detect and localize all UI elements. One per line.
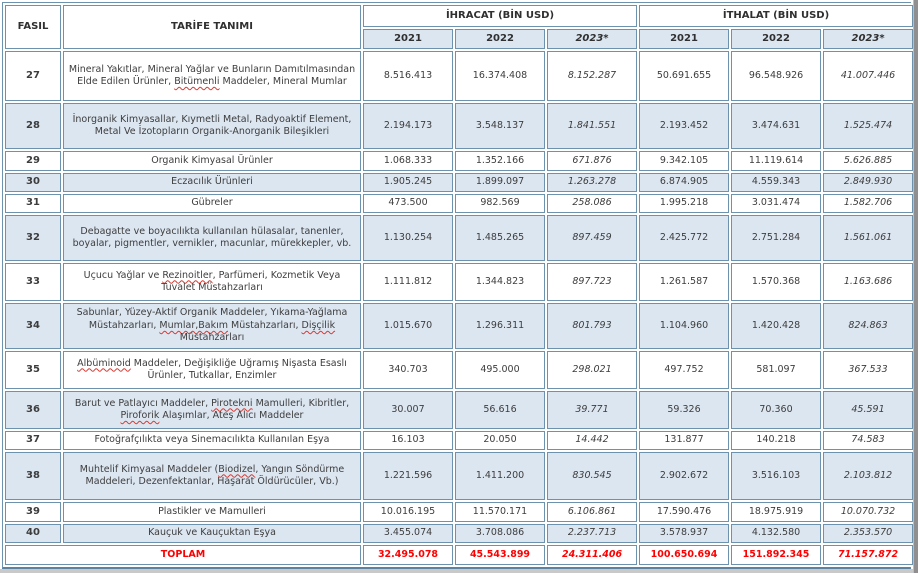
tariff-description: Mineral Yakıtlar, Mineral Yağlar ve Bunların Damıtılmasından Elde Edilen Ürünler, Bitümenli Maddeler, Mineral Mumlar [63, 51, 361, 101]
import-2021-value: 2.902.672 [639, 452, 729, 500]
export-2023-value: 258.086 [547, 194, 637, 213]
export-2023-value: 897.459 [547, 215, 637, 261]
export-2022-value: 495.000 [455, 351, 545, 389]
chapter-number: 39 [5, 502, 61, 522]
misspelled-word: Mumlar,Bakım [159, 319, 229, 331]
export-2023-value: 2.237.713 [547, 524, 637, 543]
misspelled-word: Piroforik [120, 410, 160, 421]
import-2023-value: 2.353.570 [823, 524, 913, 543]
export-2021-value: 1.221.596 [363, 452, 453, 500]
header-export-2023: 2023* [547, 29, 637, 49]
header-fasil: FASIL [5, 5, 61, 49]
export-2022-value: 982.569 [455, 194, 545, 213]
chapter-number: 29 [5, 151, 61, 171]
chapter-number: 38 [5, 452, 61, 500]
header-import-2023: 2023* [823, 29, 913, 49]
chapter-number: 34 [5, 303, 61, 349]
tariff-description: İnorganik Kimyasallar, Kıymetli Metal, Radyoaktif Element, Metal Ve İzotopların Organik-Anorganik Bileşikleri [63, 103, 361, 149]
tariff-description: Gübreler [63, 194, 361, 213]
table-row [5, 173, 913, 192]
trade-table-container [2, 2, 911, 569]
import-2022-value: 96.548.926 [731, 51, 821, 101]
export-2021-value: 1.068.333 [363, 151, 453, 171]
import-2022-value: 2.751.284 [731, 215, 821, 261]
misspelled-word: Bitümenli [174, 76, 220, 87]
tariff-description: Debagatte ve boyacılıkta kullanılan hülasalar, tanenler, boyalar, pigmentler, vernikler, macunlar, mürekkepler, vb. [63, 215, 361, 261]
export-2021-value: 1.015.670 [363, 303, 453, 349]
import-2022-value: 581.097 [731, 351, 821, 389]
import-2023-value: 45.591 [823, 391, 913, 429]
import-2022-value: 3.474.631 [731, 103, 821, 149]
export-2023-value: 671.876 [547, 151, 637, 171]
misspelled-word: Dişçilik [301, 319, 336, 331]
export-2023-value: 1.263.278 [547, 173, 637, 192]
export-2023-value: 6.106.861 [547, 502, 637, 522]
table-row [5, 431, 913, 450]
tariff-description: Kauçuk ve Kauçuktan Eşya [63, 524, 361, 543]
misspelled-word: Biodizel [218, 463, 256, 475]
table-row [5, 215, 913, 261]
import-2022-value: 140.218 [731, 431, 821, 450]
tariff-description: Plastikler ve Mamulleri [63, 502, 361, 522]
import-2022-value: 3.516.103 [731, 452, 821, 500]
table-row [5, 351, 913, 389]
tariff-description: Sabunlar, Yüzey-Aktif Organik Maddeler, Yıkama-Yağlama Müstahzarları, Mumlar,Bakım Müstahzarları, Dişçilik Müstahzarları [63, 303, 361, 349]
misspelled-word: Rezinoitler [162, 269, 213, 281]
import-2021-value: 1.995.218 [639, 194, 729, 213]
table-row [5, 452, 913, 500]
import-2023-value: 74.583 [823, 431, 913, 450]
chapter-number: 27 [5, 51, 61, 101]
import-2021-value: 131.877 [639, 431, 729, 450]
export-2023-value: 39.771 [547, 391, 637, 429]
chapter-number: 31 [5, 194, 61, 213]
import-2022-value: 1.570.368 [731, 263, 821, 301]
export-2023-value: 830.545 [547, 452, 637, 500]
import-2022-value: 18.975.919 [731, 502, 821, 522]
page-bottom-margin [0, 569, 913, 573]
total-import-2023: 71.157.872 [823, 545, 913, 565]
header-import-2021: 2021 [639, 29, 729, 49]
tariff-description: Organik Kimyasal Ürünler [63, 151, 361, 171]
import-2023-value: 1.561.061 [823, 215, 913, 261]
import-2021-value: 6.874.905 [639, 173, 729, 192]
table-row [5, 524, 913, 543]
total-export-2021: 32.495.078 [363, 545, 453, 565]
tariff-description: Eczacılık Ürünleri [63, 173, 361, 192]
import-2023-value: 1.525.474 [823, 103, 913, 149]
total-label: TOPLAM [5, 545, 361, 565]
header-tarife-tanimi: TARİFE TANIMI [63, 5, 361, 49]
import-2022-value: 11.119.614 [731, 151, 821, 171]
import-2023-value: 824.863 [823, 303, 913, 349]
export-2021-value: 30.007 [363, 391, 453, 429]
total-export-2022: 45.543.899 [455, 545, 545, 565]
tariff-description: Albüminoid Maddeler, Değişikliğe Uğramış Nişasta Esaslı Ürünler, Tutkallar, Enzimler [63, 351, 361, 389]
export-2022-value: 1.296.311 [455, 303, 545, 349]
export-2021-value: 3.455.074 [363, 524, 453, 543]
table-row [5, 303, 913, 349]
export-2022-value: 16.374.408 [455, 51, 545, 101]
header-ihracat-group: İHRACAT (BİN USD) [363, 5, 637, 27]
import-2021-value: 9.342.105 [639, 151, 729, 171]
table-row [5, 502, 913, 522]
export-2023-value: 14.442 [547, 431, 637, 450]
export-2021-value: 8.516.413 [363, 51, 453, 101]
import-2023-value: 10.070.732 [823, 502, 913, 522]
trade-table [3, 3, 915, 567]
import-2021-value: 1.261.587 [639, 263, 729, 301]
export-2021-value: 1.130.254 [363, 215, 453, 261]
import-2022-value: 4.559.343 [731, 173, 821, 192]
export-2022-value: 3.548.137 [455, 103, 545, 149]
misspelled-word: Pirotekni [211, 397, 253, 409]
import-2021-value: 17.590.476 [639, 502, 729, 522]
import-2023-value: 41.007.446 [823, 51, 913, 101]
export-2021-value: 16.103 [363, 431, 453, 450]
export-2022-value: 1.485.265 [455, 215, 545, 261]
import-2023-value: 1.582.706 [823, 194, 913, 213]
header-ithalat-group: İTHALAT (BİN USD) [639, 5, 913, 27]
import-2023-value: 367.533 [823, 351, 913, 389]
export-2021-value: 340.703 [363, 351, 453, 389]
chapter-number: 28 [5, 103, 61, 149]
export-2023-value: 298.021 [547, 351, 637, 389]
import-2021-value: 3.578.937 [639, 524, 729, 543]
table-row [5, 103, 913, 149]
chapter-number: 32 [5, 215, 61, 261]
tariff-description: Fotoğrafçılıkta veya Sinemacılıkta Kullanılan Eşya [63, 431, 361, 450]
import-2022-value: 4.132.580 [731, 524, 821, 543]
misspelled-word: Albüminoid [77, 357, 131, 369]
export-2022-value: 11.570.171 [455, 502, 545, 522]
import-2023-value: 2.103.812 [823, 452, 913, 500]
import-2023-value: 5.626.885 [823, 151, 913, 171]
export-2022-value: 1.344.823 [455, 263, 545, 301]
export-2022-value: 3.708.086 [455, 524, 545, 543]
export-2022-value: 1.899.097 [455, 173, 545, 192]
export-2021-value: 2.194.173 [363, 103, 453, 149]
export-2022-value: 1.352.166 [455, 151, 545, 171]
export-2023-value: 897.723 [547, 263, 637, 301]
table-row [5, 263, 913, 301]
import-2021-value: 2.193.452 [639, 103, 729, 149]
import-2021-value: 50.691.655 [639, 51, 729, 101]
export-2022-value: 1.411.200 [455, 452, 545, 500]
import-2021-value: 59.326 [639, 391, 729, 429]
chapter-number: 33 [5, 263, 61, 301]
export-2021-value: 10.016.195 [363, 502, 453, 522]
export-2023-value: 801.793 [547, 303, 637, 349]
import-2021-value: 2.425.772 [639, 215, 729, 261]
import-2023-value: 2.849.930 [823, 173, 913, 192]
table-row [5, 194, 913, 213]
chapter-number: 35 [5, 351, 61, 389]
tariff-description: Uçucu Yağlar ve Rezinoitler, Parfümeri, Kozmetik Veya Tuvalet Müstahzarları [63, 263, 361, 301]
total-row [5, 545, 913, 565]
table-row [5, 391, 913, 429]
chapter-number: 36 [5, 391, 61, 429]
total-import-2021: 100.650.694 [639, 545, 729, 565]
export-2021-value: 1.905.245 [363, 173, 453, 192]
import-2021-value: 497.752 [639, 351, 729, 389]
table-body [5, 51, 913, 543]
export-2022-value: 56.616 [455, 391, 545, 429]
header-export-2022: 2022 [455, 29, 545, 49]
import-2023-value: 1.163.686 [823, 263, 913, 301]
export-2023-value: 1.841.551 [547, 103, 637, 149]
window-right-edge [913, 0, 918, 573]
table-row [5, 151, 913, 171]
import-2022-value: 1.420.428 [731, 303, 821, 349]
header-export-2021: 2021 [363, 29, 453, 49]
total-export-2023: 24.311.406 [547, 545, 637, 565]
import-2022-value: 70.360 [731, 391, 821, 429]
export-2023-value: 8.152.287 [547, 51, 637, 101]
export-2022-value: 20.050 [455, 431, 545, 450]
chapter-number: 40 [5, 524, 61, 543]
total-import-2022: 151.892.345 [731, 545, 821, 565]
chapter-number: 30 [5, 173, 61, 192]
import-2021-value: 1.104.960 [639, 303, 729, 349]
tariff-description: Barut ve Patlayıcı Maddeler, Pirotekni Mamulleri, Kibritler, Piroforik Alaşımlar, Ateş Alıcı Maddeler [63, 391, 361, 429]
export-2021-value: 473.500 [363, 194, 453, 213]
import-2022-value: 3.031.474 [731, 194, 821, 213]
chapter-number: 37 [5, 431, 61, 450]
export-2021-value: 1.111.812 [363, 263, 453, 301]
table-header-row-groups [5, 5, 913, 27]
tariff-description: Muhtelif Kimyasal Maddeler (Biodizel, Yangın Söndürme Maddeleri, Dezenfektanlar, Haşarat Öldürücüler, Vb.) [63, 452, 361, 500]
header-import-2022: 2022 [731, 29, 821, 49]
table-row [5, 51, 913, 101]
